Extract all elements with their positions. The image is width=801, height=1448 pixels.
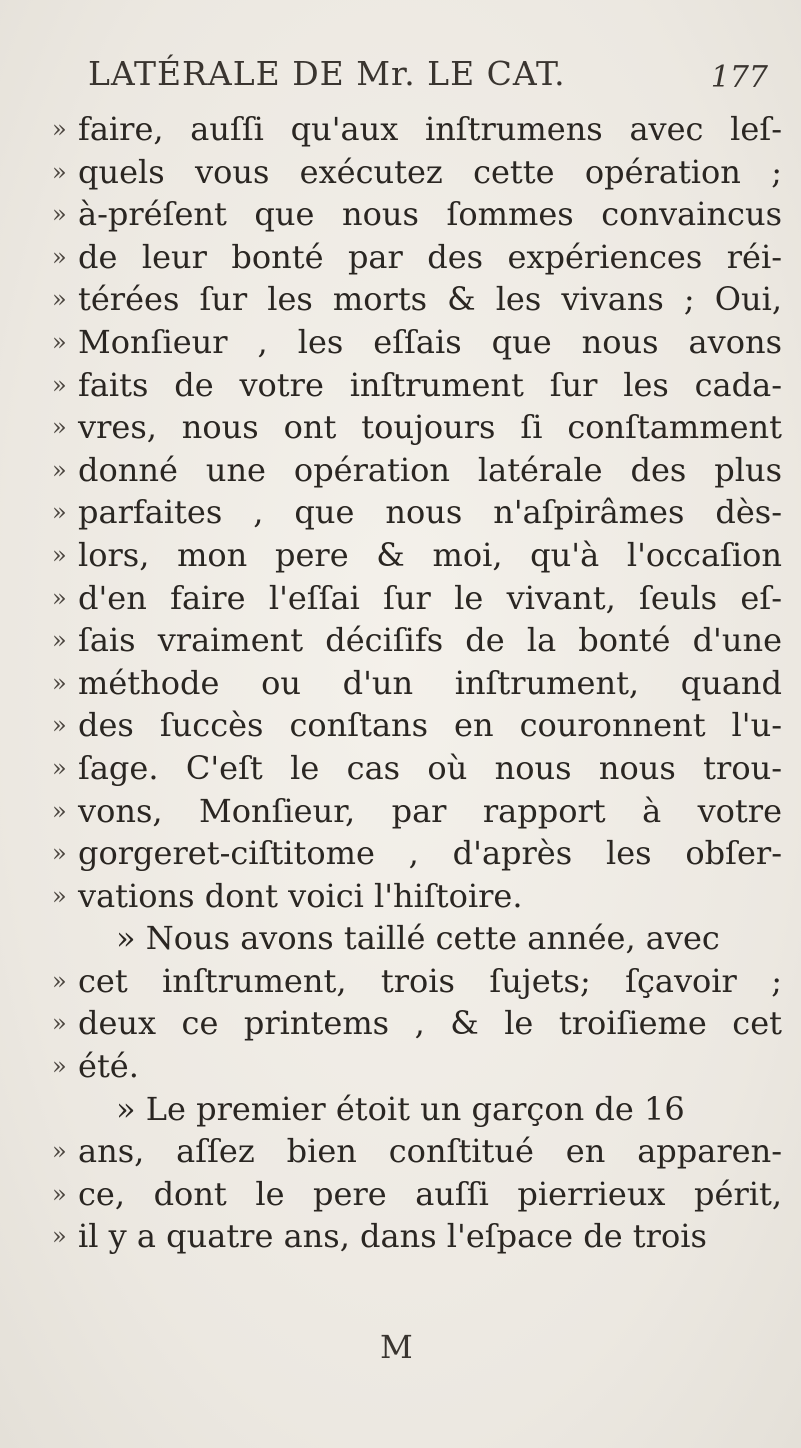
quote-mark: » bbox=[52, 966, 67, 995]
line-text: d'en faire l'eſſai ſur le vivant, ſeuls eſ- bbox=[78, 578, 782, 617]
line-text: été. bbox=[78, 1047, 139, 1086]
text-line bbox=[52, 449, 782, 492]
text-line bbox=[52, 790, 782, 833]
quote-mark: » bbox=[52, 242, 67, 271]
quote-mark: » bbox=[52, 626, 67, 655]
line-text: térées ſur les morts & les vivans ; Oui, bbox=[78, 280, 782, 319]
text-line bbox=[52, 704, 782, 747]
text-line bbox=[52, 662, 782, 705]
text-line bbox=[52, 1173, 782, 1216]
line-text: donné une opération latérale des plus bbox=[78, 450, 782, 489]
quote-mark: » bbox=[52, 881, 67, 910]
quote-mark: » bbox=[52, 157, 67, 186]
line-text: de leur bonté par des expériences réi- bbox=[78, 237, 782, 276]
text-line bbox=[52, 1088, 782, 1131]
text-line bbox=[52, 960, 782, 1003]
text-line bbox=[52, 193, 782, 236]
quote-mark: » bbox=[52, 711, 67, 740]
text-line bbox=[52, 151, 782, 194]
quote-mark: » bbox=[52, 327, 67, 356]
line-text: ſais vraiment déciſifs de la bonté d'une bbox=[78, 621, 782, 660]
quote-mark: » bbox=[52, 285, 67, 314]
line-text: ans, aſſez bien conſtitué en apparen- bbox=[78, 1132, 782, 1171]
text-line bbox=[52, 406, 782, 449]
line-text: » Nous avons taillé cette année, avec bbox=[116, 919, 720, 958]
line-text: il y a quatre ans, dans l'eſpace de trois bbox=[78, 1217, 707, 1256]
line-text: vons, Monſieur, par rapport à votre bbox=[78, 791, 782, 830]
quote-mark: » bbox=[52, 753, 67, 782]
text-line bbox=[52, 236, 782, 279]
quote-mark: » bbox=[52, 413, 67, 442]
line-text: des ſuccès conſtans en couronnent l'u- bbox=[78, 706, 782, 745]
text-line bbox=[52, 491, 782, 534]
quote-mark: » bbox=[52, 1052, 67, 1081]
quote-mark: » bbox=[52, 200, 67, 229]
text-line bbox=[52, 1130, 782, 1173]
line-text: parfaites , que nous n'aſpirâmes dès- bbox=[78, 493, 782, 532]
line-text: » Le premier étoit un garçon de 16 bbox=[116, 1089, 685, 1128]
line-text: deux ce printems , & le troiſieme cet bbox=[78, 1004, 782, 1043]
text-line bbox=[52, 278, 782, 321]
text-line bbox=[52, 321, 782, 364]
line-text: lors, mon pere & moi, qu'à l'occaſion bbox=[78, 535, 782, 574]
line-text: faits de votre inſtrument ſur les cada- bbox=[78, 365, 782, 404]
body-text bbox=[52, 108, 782, 1258]
quote-mark: » bbox=[52, 370, 67, 399]
line-text: vres, nous ont toujours ſi conſtamment bbox=[78, 408, 782, 447]
quote-mark: » bbox=[52, 668, 67, 697]
signature-mark: M bbox=[380, 1328, 413, 1366]
line-text: Monſieur , les eſſais que nous avons bbox=[78, 322, 782, 361]
quote-mark: » bbox=[52, 1179, 67, 1208]
quote-mark: » bbox=[52, 540, 67, 569]
text-line bbox=[52, 364, 782, 407]
text-line bbox=[52, 832, 782, 875]
text-line bbox=[52, 875, 782, 918]
running-title: LATÉRALE DE Mr. LE CAT. bbox=[88, 54, 566, 93]
quote-mark: » bbox=[52, 796, 67, 825]
text-line bbox=[52, 1215, 782, 1258]
text-line bbox=[52, 747, 782, 790]
text-line bbox=[52, 108, 782, 151]
quote-mark: » bbox=[52, 1009, 67, 1038]
quote-mark: » bbox=[52, 115, 67, 143]
text-line bbox=[52, 534, 782, 577]
line-text: cet inſtrument, trois ſujets; ſçavoir ; bbox=[78, 961, 782, 1000]
quote-mark: » bbox=[52, 1137, 67, 1166]
running-head bbox=[88, 54, 768, 104]
line-text: ſage. C'eſt le cas où nous nous trou- bbox=[78, 748, 782, 787]
page-number: 177 bbox=[710, 60, 768, 95]
line-text: gorgeret-ciſtitome , d'après les obſer- bbox=[78, 834, 782, 873]
quote-mark: » bbox=[52, 498, 67, 527]
text-line bbox=[52, 619, 782, 662]
line-text: quels vous exécutez cette opération ; bbox=[78, 152, 782, 191]
text-line bbox=[52, 577, 782, 620]
line-text: à-préſent que nous ſommes convaincus bbox=[78, 195, 782, 234]
quote-mark: » bbox=[52, 1222, 67, 1251]
text-line bbox=[52, 917, 782, 960]
quote-mark: » bbox=[52, 839, 67, 868]
text-line bbox=[52, 1045, 782, 1088]
line-text: faire, auſſi qu'aux inſtrumens avec leſ- bbox=[78, 110, 782, 148]
line-text: méthode ou d'un inſtrument, quand bbox=[78, 663, 782, 702]
quote-mark: » bbox=[52, 583, 67, 612]
line-text: vations dont voici l'hiſtoire. bbox=[78, 876, 523, 915]
text-line bbox=[52, 1002, 782, 1045]
quote-mark: » bbox=[52, 455, 67, 484]
line-text: ce, dont le pere auſſi pierrieux périt, bbox=[78, 1174, 782, 1213]
